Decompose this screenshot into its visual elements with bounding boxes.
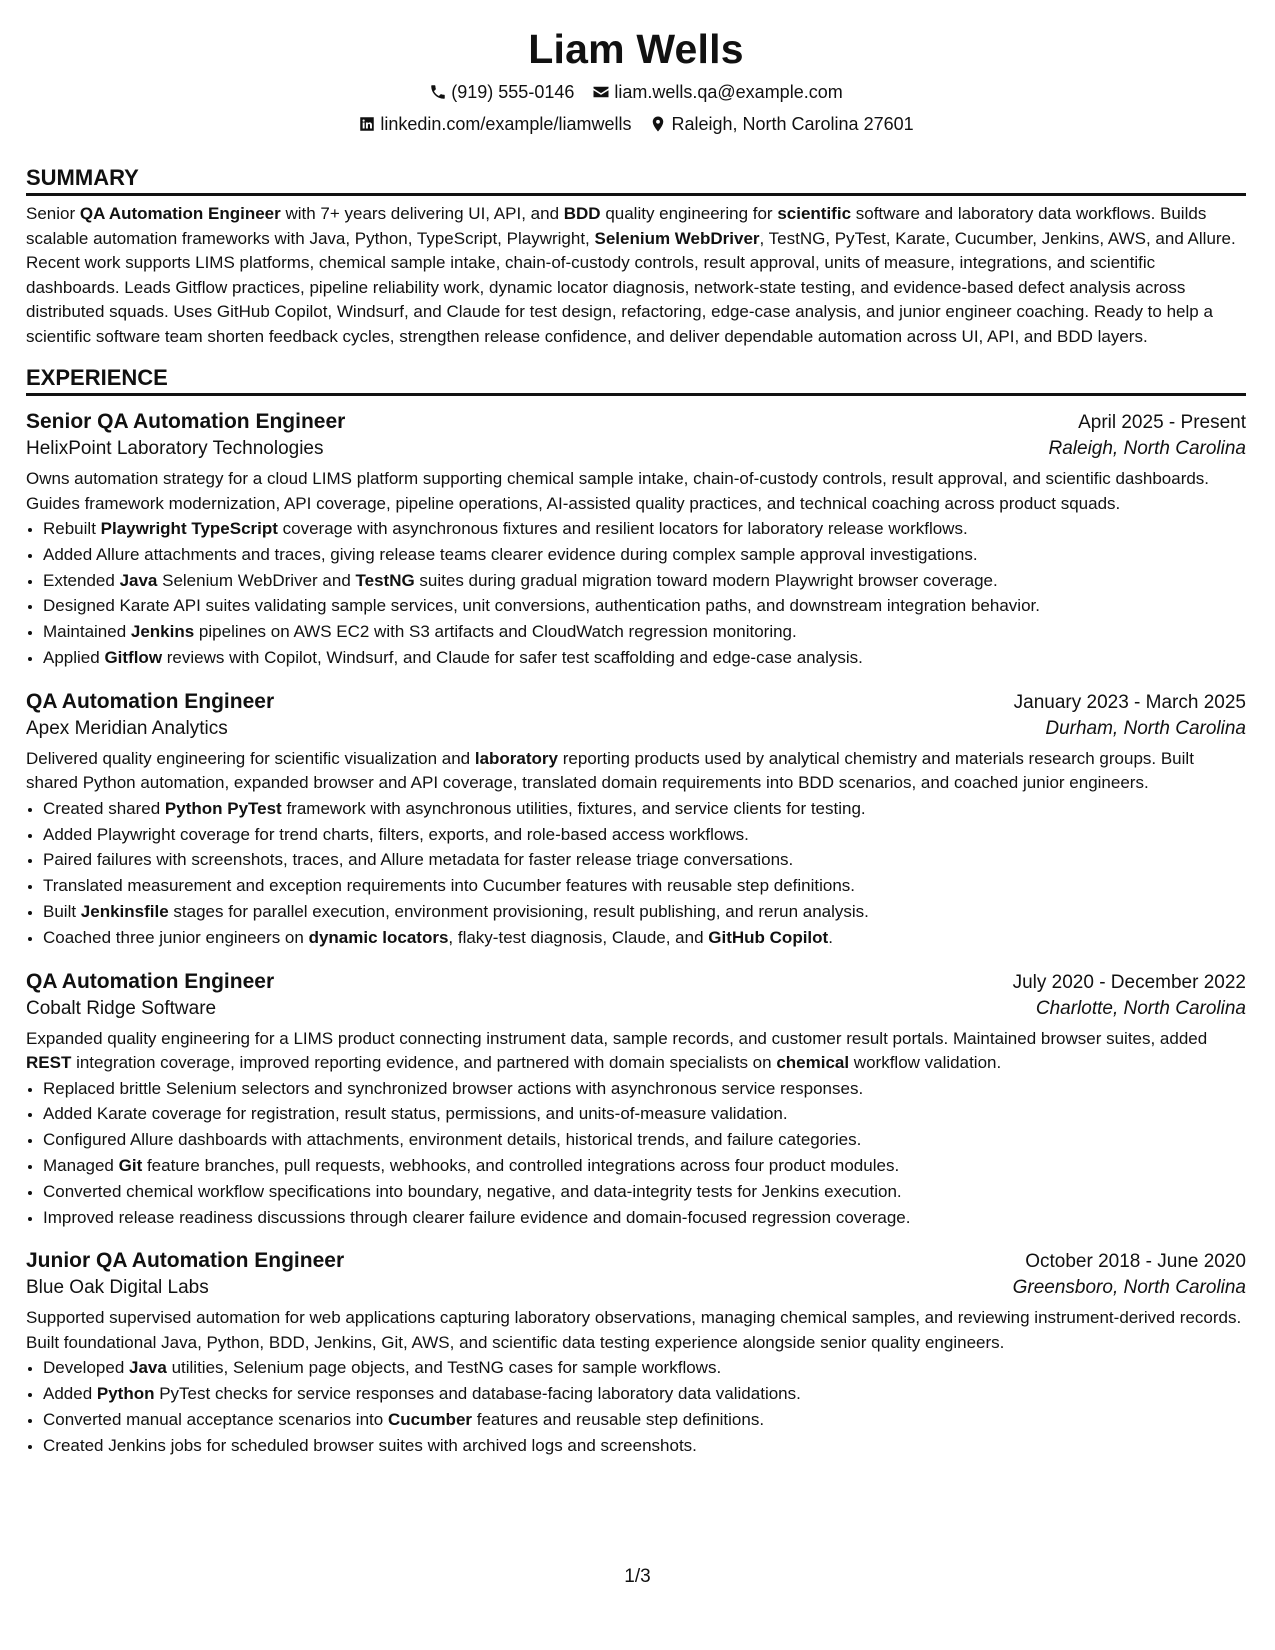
linkedin-icon	[358, 115, 376, 133]
summary-text: Senior QA Automation Engineer with 7+ years delivering UI, API, and BDD quality engineering for scientific software and laboratory data workflows. Builds scalable automation frameworks with Java, Python, TypeScript, Playwright, Selenium WebDriver, TestNG, PyTest, Karate, Cucumber, Jenkins, AWS, and Allure. Recent work supports LIMS platforms, chemical sample intake, chain-of-custody controls, result approval, units of measure, integrations, and scientific dashboards. Leads Gitflow practices, pipeline reliability work, dynamic locator diagnosis, network-state testing, and evidence-based defect analysis across distributed squads. Uses GitHub Copilot, Windsurf, and Claude for test design, refactoring, edge-case analysis, and junior engineer coaching. Ready to help a scientific software team shorten feedback cycles, strengthen release confidence, and deliver dependable automation across UI, API, and BDD layers.	[26, 204, 1236, 346]
bullet-item: • Rebuilt Playwright TypeScript coverage with asynchronous fixtures and resilient locators for laboratory release workflows.	[43, 516, 1246, 542]
bold-keyword: Java	[129, 1358, 167, 1378]
bullet-item: • Improved release readiness discussions through clearer failure evidence and domain-focused regression coverage.	[43, 1205, 1246, 1231]
candidate-name: Liam Wells	[528, 26, 744, 72]
linkedin-url[interactable]: linkedin.com/example/liamwells	[380, 114, 632, 134]
job-subheader	[26, 994, 1246, 1024]
phone-contact	[429, 79, 574, 105]
bullet-item: • Configured Allure dashboards with attachments, environment details, historical trends, and failure categories.	[43, 1127, 1246, 1153]
job-entry	[26, 964, 1246, 1231]
bullet-item: • Coached three junior engineers on dynamic locators, flaky-test diagnosis, Claude, and GitHub Copilot.	[43, 925, 1246, 951]
bold-keyword: BDD	[563, 204, 601, 223]
bullet-item: • Added Allure attachments and traces, giving release teams clearer evidence during complex sample approval investigations.	[43, 542, 1246, 568]
bold-keyword: Jenkinsfile	[80, 901, 169, 921]
bold-keyword: Java	[119, 570, 158, 590]
bullet-item: • Added Karate coverage for registration, result status, permissions, and units-of-measure validation.	[43, 1101, 1246, 1127]
bullet-item: • Applied Gitflow reviews with Copilot, Windsurf, and Claude for safer test scaffolding and edge-case analysis.	[43, 645, 1246, 671]
bullet-item: • Converted chemical workflow specifications into boundary, negative, and data-integrity tests for Jenkins execution.	[43, 1179, 1246, 1205]
job-entry	[26, 1243, 1246, 1458]
job-bullets	[26, 796, 1246, 951]
job-subheader	[26, 714, 1246, 744]
bold-keyword: GitHub Copilot	[708, 927, 829, 947]
job-title: QA Automation Engineer	[26, 689, 275, 713]
job-subheader	[26, 434, 1246, 464]
contact-row-2	[26, 111, 1246, 137]
bullet-item: • Added Playwright coverage for trend charts, filters, exports, and role-based access workflows.	[43, 822, 1246, 848]
job-title: QA Automation Engineer	[26, 969, 275, 993]
contact-row-1	[26, 79, 1246, 105]
job-entry	[26, 404, 1246, 671]
job-company: Apex Meridian Analytics	[26, 717, 228, 739]
job-description: Expanded quality engineering for a LIMS product connecting instrument data, sample records, and customer result portals. Maintained browser suites, added REST integration coverage, improved reporting evidence, and partnered with domain specialists on chemical workflow validation.	[26, 1028, 1208, 1073]
linkedin-contact[interactable]	[358, 111, 631, 137]
bullet-item: • Designed Karate API suites validating sample services, unit conversions, authentication paths, and downstream integration behavior.	[43, 593, 1246, 619]
bullet-item: • Created shared Python PyTest framework with asynchronous utilities, fixtures, and service clients for testing.	[43, 796, 1246, 822]
bold-keyword: QA Automation Engineer	[79, 204, 281, 223]
location-text: Raleigh, North Carolina 27601	[671, 114, 914, 134]
map-pin-icon	[649, 115, 667, 133]
summary-heading: SUMMARY	[26, 163, 1246, 196]
bold-keyword: TestNG	[355, 570, 415, 590]
job-location: Greensboro, North Carolina	[1012, 1277, 1246, 1299]
job-bullets	[26, 1076, 1246, 1231]
bullet-item: • Translated measurement and exception requirements into Cucumber features with reusable step definitions.	[43, 873, 1246, 899]
bold-keyword: Python	[96, 1384, 155, 1404]
job-title: Junior QA Automation Engineer	[26, 1249, 345, 1273]
job-company: HelixPoint Laboratory Technologies	[26, 438, 324, 459]
job-header	[26, 684, 1246, 714]
bullet-item: • Developed Java utilities, Selenium page objects, and TestNG cases for sample workflows.	[43, 1355, 1246, 1381]
bullet-item: • Paired failures with screenshots, traces, and Allure metadata for faster release triage conversations.	[43, 847, 1246, 873]
bullet-item: • Converted manual acceptance scenarios into Cucumber features and reusable step definitions.	[43, 1407, 1246, 1433]
job-description: Supported supervised automation for web applications capturing laboratory observations, managing chemical samples, and reviewing instrument-derived records. Built foundational Java, Python, BDD, Jenkins, Git, AWS, and scientific data testing experience alongside senior quality engineers.	[26, 1308, 1242, 1352]
job-location: Durham, North Carolina	[1045, 717, 1246, 739]
resume-page	[26, 0, 1246, 1459]
bold-keyword: chemical	[776, 1053, 850, 1073]
bold-keyword: Cucumber	[387, 1409, 473, 1429]
job-dates: July 2020 - December 2022	[1012, 971, 1246, 993]
job-dates: January 2023 - March 2025	[1013, 691, 1246, 713]
bullet-item: • Replaced brittle Selenium selectors and synchronized browser actions with asynchronous service responses.	[43, 1076, 1246, 1102]
job-description: Owns automation strategy for a cloud LIMS platform supporting chemical sample intake, chain-of-custody controls, result approval, and scientific dashboards. Guides framework modernization, API coverage, pipeline operations, AI-assisted quality practices, and technical coaching across product squads.	[26, 469, 1210, 513]
bold-keyword: Python PyTest	[164, 798, 282, 818]
bold-keyword: laboratory	[474, 748, 558, 768]
bullet-item: • Maintained Jenkins pipelines on AWS EC2 with S3 artifacts and CloudWatch regression monitoring.	[43, 619, 1246, 645]
phone-icon	[429, 83, 447, 101]
job-header	[26, 404, 1246, 434]
bold-keyword: Selenium WebDriver	[594, 228, 760, 248]
bold-keyword: Jenkins	[130, 622, 195, 642]
bold-keyword: Playwright TypeScript	[100, 519, 278, 538]
page-number: 1/3	[624, 1566, 651, 1587]
job-dates: October 2018 - June 2020	[1025, 1251, 1246, 1273]
job-entry	[26, 684, 1246, 951]
job-location: Raleigh, North Carolina	[1048, 438, 1246, 459]
job-description: Delivered quality engineering for scientific visualization and laboratory reporting products used by analytical chemistry and materials research groups. Built shared Python automation, expanded browser and API coverage, translated domain requirements into BDD scenarios, and coached junior engineers.	[26, 748, 1194, 793]
job-title: Senior QA Automation Engineer	[26, 410, 346, 433]
bullet-item: • Created Jenkins jobs for scheduled browser suites with archived logs and screenshots.	[43, 1433, 1246, 1459]
job-company: Blue Oak Digital Labs	[26, 1277, 209, 1299]
job-subheader	[26, 1273, 1246, 1303]
envelope-icon	[592, 83, 610, 101]
job-bullets	[26, 1355, 1246, 1458]
bullet-item: • Built Jenkinsfile stages for parallel execution, environment provisioning, result publishing, and rerun analysis.	[43, 899, 1246, 925]
job-header	[26, 1243, 1246, 1273]
experience-list	[26, 404, 1246, 1459]
location-contact	[649, 111, 913, 137]
job-header	[26, 964, 1246, 994]
bold-keyword: Git	[118, 1155, 143, 1175]
bold-keyword: REST	[26, 1053, 72, 1073]
experience-heading: EXPERIENCE	[26, 363, 1246, 396]
job-bullets	[26, 516, 1246, 671]
bullet-item: • Extended Java Selenium WebDriver and TestNG suites during gradual migration toward modern Playwright browser coverage.	[43, 568, 1246, 594]
email-contact[interactable]	[592, 79, 842, 105]
job-location: Charlotte, North Carolina	[1035, 997, 1246, 1019]
email-address[interactable]: liam.wells.qa@example.com	[614, 82, 843, 102]
bold-keyword: dynamic locators	[308, 927, 449, 947]
bullet-item: • Managed Git feature branches, pull requests, webhooks, and controlled integrations across four product modules.	[43, 1153, 1246, 1179]
bold-keyword: Gitflow	[104, 647, 163, 667]
job-company: Cobalt Ridge Software	[26, 997, 217, 1019]
job-dates: April 2025 - Present	[1078, 412, 1246, 433]
phone-number: (919) 555-0146	[451, 82, 575, 102]
bold-keyword: scientific	[777, 204, 852, 223]
bullet-item: • Added Python PyTest checks for service responses and database-facing laboratory data validations.	[43, 1381, 1246, 1407]
